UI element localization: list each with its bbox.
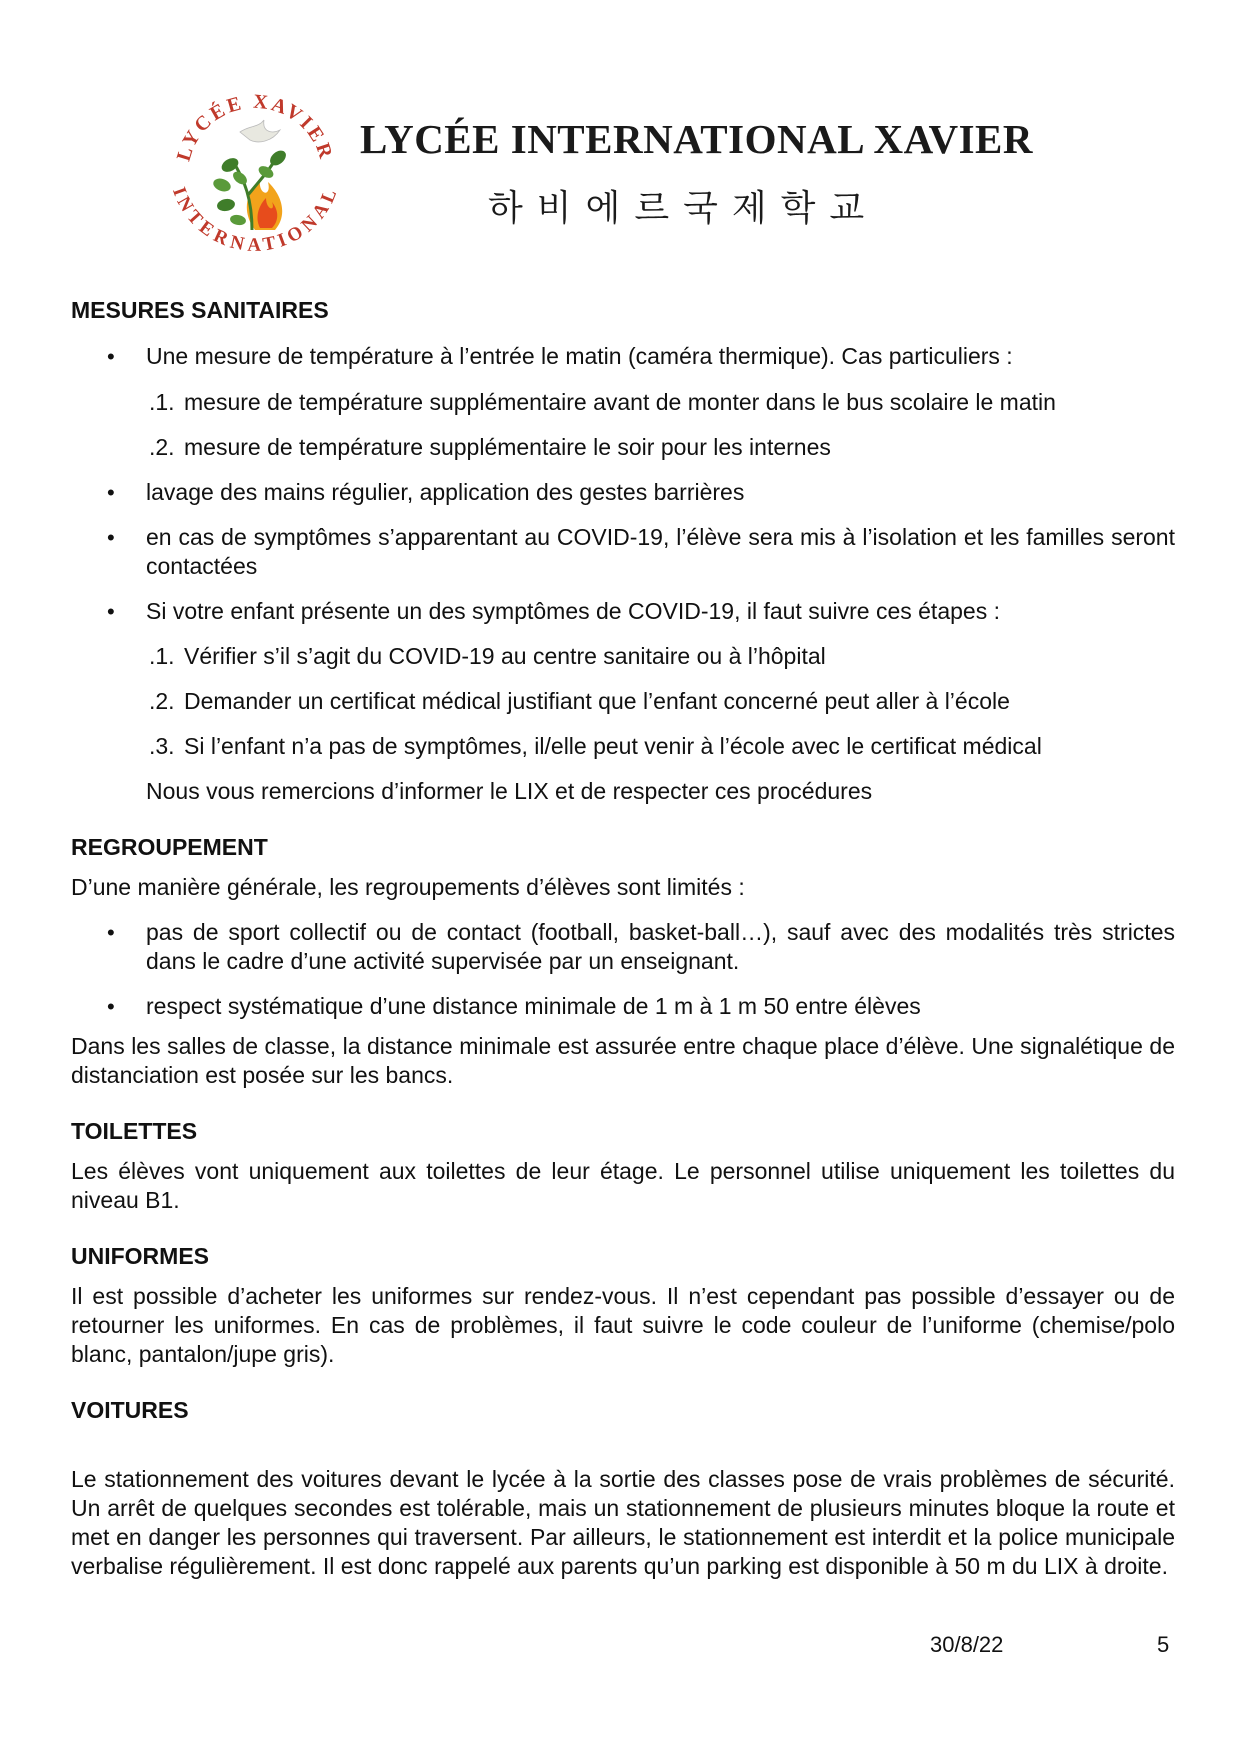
regroupement-list — [71, 918, 1175, 1021]
sanitaires-sublist-1 — [71, 388, 1175, 462]
school-name-korean: 하비에르국제학교 — [488, 188, 879, 229]
svg-text:INTERNATIONAL: INTERNATIONAL — [168, 184, 342, 256]
regroupement-outro: Dans les salles de classe, la distance minimale est assurée entre chaque place d’élève. Une signalétique de distanciation est posée sur les bancs. — [71, 1033, 1175, 1088]
section-title-toilettes: TOILETTES — [71, 1118, 198, 1144]
school-logo-icon — [160, 70, 350, 260]
toilettes-text: Les élèves vont uniquement aux toilettes de leur étage. Le personnel utilise uniquement les toilettes du niveau B1. — [71, 1158, 1175, 1213]
section-title-sanitaires: MESURES SANITAIRES — [71, 297, 329, 323]
list-item: • respect systématique d’une distance minimale de 1 m à 1 m 50 entre élèves — [71, 992, 1175, 1021]
list-item: .2. Demander un certificat médical justifiant que l’enfant concerné peut aller à l’école — [149, 688, 1010, 714]
voitures-text: Le stationnement des voitures devant le lycée à la sortie des classes pose de vrais problèmes de sécurité. Un arrêt de quelques secondes est tolérable, mais un stationnement de plusieurs minutes bloque la route et met en danger les personnes qui traversent. Par ailleurs, le stationnement est interdit et la police municipale verbalise régulièrement. Il est donc rappelé aux parents qu’un parking est disponible à 50 m du LIX à droite. — [71, 1466, 1175, 1579]
list-item: .1. mesure de température supplémentaire avant de monter dans le bus scolaire le matin — [149, 389, 1056, 415]
list-item: • pas de sport collectif ou de contact (football, basket-ball…), sauf avec des modalités très strictes dans le cadre d’une activité supervisée par un enseignant. — [71, 918, 1175, 976]
footer-date: 30/8/22 — [930, 1632, 1004, 1657]
document-body — [71, 296, 1175, 1581]
letterhead — [160, 70, 1100, 270]
list-item: • en cas de symptômes s’apparentant au COVID-19, l’élève sera mis à l’isolation et les familles seront contactées — [71, 523, 1175, 581]
list-item: .1. Vérifier s’il s’agit du COVID-19 au centre sanitaire ou à l’hôpital — [149, 643, 826, 669]
sanitaires-sublist-2 — [71, 642, 1175, 761]
sanitaires-note: Nous vous remercions d’informer le LIX et de respecter ces procédures — [146, 778, 873, 804]
sanitaires-list — [71, 342, 1175, 371]
uniformes-text: Il est possible d’acheter les uniformes sur rendez-vous. Il n’est cependant pas possible d’essayer ou de retourner les uniformes. En cas de problèmes, il faut suivre le code couleur de l’uniforme (chemise/polo blanc, pantalon/jupe gris). — [71, 1283, 1175, 1367]
regroupement-intro: D’une manière générale, les regroupements d’élèves sont limités : — [71, 874, 745, 900]
list-item: .3. Si l’enfant n’a pas de symptômes, il/elle peut venir à l’école avec le certificat médical — [149, 733, 1042, 759]
list-item: • Si votre enfant présente un des symptômes de COVID-19, il faut suivre ces étapes : — [71, 597, 1175, 626]
section-title-regroupement: REGROUPEMENT — [71, 834, 268, 860]
school-name: LYCÉE INTERNATIONAL XAVIER — [360, 116, 1033, 162]
svg-text:LYCÉE XAVIER: LYCÉE XAVIER — [172, 90, 338, 164]
list-item: • Une mesure de température à l’entrée le matin (caméra thermique). Cas particuliers : — [71, 342, 1175, 371]
list-item: • lavage des mains régulier, application des gestes barrières — [71, 478, 1175, 507]
page-number: 5 — [1157, 1632, 1170, 1657]
section-title-uniformes: UNIFORMES — [71, 1243, 209, 1269]
list-item: .2. mesure de température supplémentaire le soir pour les internes — [149, 434, 831, 460]
section-title-voitures: VOITURES — [71, 1397, 189, 1423]
sanitaires-list-cont — [71, 478, 1175, 626]
